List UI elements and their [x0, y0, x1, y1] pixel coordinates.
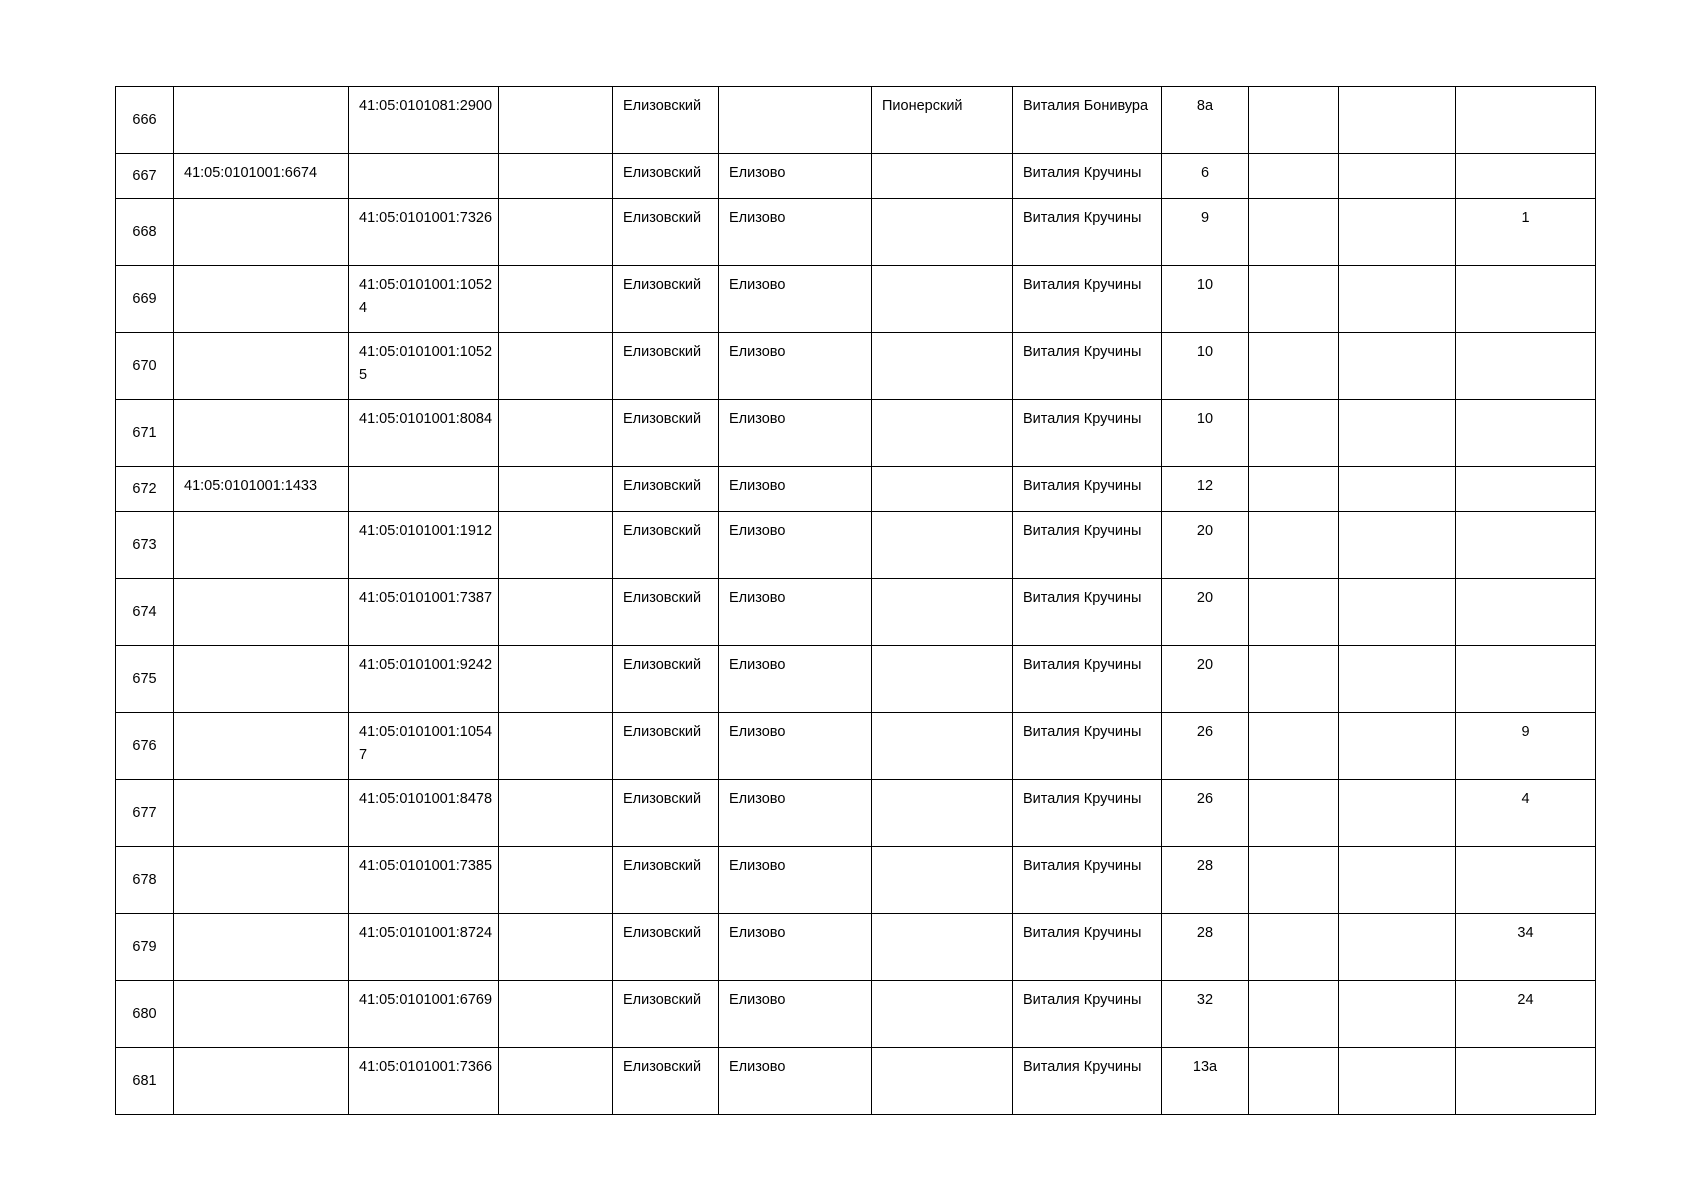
blank-cell: [1339, 713, 1456, 780]
district-cell: Елизовский: [613, 512, 719, 579]
row-number-cell: 667: [116, 154, 174, 199]
apartment-number-cell: 9: [1456, 713, 1596, 780]
table-row: [116, 981, 1596, 1048]
object-cadastral-number-cell: 41:05:0101001:8478: [349, 780, 499, 847]
object-cadastral-number-cell: 41:05:0101001:10524: [349, 266, 499, 333]
district-cell: Елизовский: [613, 646, 719, 713]
registry-table: [115, 86, 1596, 1115]
district-cell: Елизовский: [613, 467, 719, 512]
house-number-cell: 26: [1162, 713, 1249, 780]
table-body: [116, 87, 1596, 1115]
object-cadastral-number-cell: 41:05:0101001:7326: [349, 199, 499, 266]
district-cell: Елизовский: [613, 713, 719, 780]
blank-cell: [1339, 87, 1456, 154]
blank-cell: [1339, 512, 1456, 579]
table-row: [116, 579, 1596, 646]
object-cadastral-number-cell: 41:05:0101001:10525: [349, 333, 499, 400]
blank-cell: [1339, 333, 1456, 400]
parent-cadastral-number-cell: [174, 914, 349, 981]
blank-cell: [1339, 266, 1456, 333]
row-number-cell: 680: [116, 981, 174, 1048]
settlement-cell: [872, 646, 1013, 713]
row-number-cell: 676: [116, 713, 174, 780]
parent-cadastral-number-cell: [174, 266, 349, 333]
settlement-cell: [872, 780, 1013, 847]
district-cell: Елизовский: [613, 333, 719, 400]
row-number-cell: 681: [116, 1048, 174, 1115]
apartment-number-cell: 24: [1456, 981, 1596, 1048]
blank-cell: [499, 512, 613, 579]
settlement-cell: [872, 467, 1013, 512]
parent-cadastral-number-cell: [174, 512, 349, 579]
table-row: [116, 87, 1596, 154]
blank-cell: [499, 87, 613, 154]
blank-cell: [1339, 981, 1456, 1048]
blank-cell: [1339, 780, 1456, 847]
blank-cell: [499, 981, 613, 1048]
street-cell: Виталия Кручины: [1013, 467, 1162, 512]
settlement-cell: [872, 400, 1013, 467]
district-cell: Елизовский: [613, 199, 719, 266]
settlement-cell: [872, 266, 1013, 333]
city-cell: Елизово: [719, 1048, 872, 1115]
table-row: [116, 847, 1596, 914]
row-number-cell: 678: [116, 847, 174, 914]
street-cell: Виталия Кручины: [1013, 154, 1162, 199]
street-cell: Виталия Кручины: [1013, 713, 1162, 780]
district-cell: Елизовский: [613, 981, 719, 1048]
district-cell: Елизовский: [613, 1048, 719, 1115]
table-row: [116, 333, 1596, 400]
blank-cell: [1249, 467, 1339, 512]
apartment-number-cell: [1456, 847, 1596, 914]
blank-cell: [499, 713, 613, 780]
table-row: [116, 154, 1596, 199]
row-number-cell: 679: [116, 914, 174, 981]
house-number-cell: 28: [1162, 914, 1249, 981]
parent-cadastral-number-cell: [174, 87, 349, 154]
blank-cell: [1249, 87, 1339, 154]
house-number-cell: 28: [1162, 847, 1249, 914]
house-number-cell: 6: [1162, 154, 1249, 199]
city-cell: Елизово: [719, 154, 872, 199]
blank-cell: [1249, 333, 1339, 400]
row-number-cell: 671: [116, 400, 174, 467]
blank-cell: [1249, 154, 1339, 199]
table-row: [116, 780, 1596, 847]
table-row: [116, 467, 1596, 512]
district-cell: Елизовский: [613, 400, 719, 467]
district-cell: Елизовский: [613, 87, 719, 154]
blank-cell: [1339, 579, 1456, 646]
row-number-cell: 672: [116, 467, 174, 512]
blank-cell: [1249, 512, 1339, 579]
parent-cadastral-number-cell: [174, 981, 349, 1048]
blank-cell: [1339, 467, 1456, 512]
house-number-cell: 20: [1162, 646, 1249, 713]
table-row: [116, 713, 1596, 780]
apartment-number-cell: [1456, 154, 1596, 199]
settlement-cell: [872, 1048, 1013, 1115]
city-cell: Елизово: [719, 512, 872, 579]
row-number-cell: 670: [116, 333, 174, 400]
table-row: [116, 914, 1596, 981]
table-row: [116, 512, 1596, 579]
blank-cell: [499, 266, 613, 333]
parent-cadastral-number-cell: [174, 579, 349, 646]
blank-cell: [1339, 847, 1456, 914]
blank-cell: [1339, 199, 1456, 266]
apartment-number-cell: 1: [1456, 199, 1596, 266]
apartment-number-cell: [1456, 1048, 1596, 1115]
city-cell: Елизово: [719, 467, 872, 512]
blank-cell: [1249, 914, 1339, 981]
district-cell: Елизовский: [613, 154, 719, 199]
object-cadastral-number-cell: [349, 467, 499, 512]
apartment-number-cell: [1456, 400, 1596, 467]
city-cell: Елизово: [719, 981, 872, 1048]
object-cadastral-number-cell: 41:05:0101001:7387: [349, 579, 499, 646]
row-number-cell: 669: [116, 266, 174, 333]
apartment-number-cell: [1456, 512, 1596, 579]
street-cell: Виталия Кручины: [1013, 914, 1162, 981]
parent-cadastral-number-cell: [174, 333, 349, 400]
blank-cell: [499, 154, 613, 199]
house-number-cell: 20: [1162, 579, 1249, 646]
blank-cell: [499, 400, 613, 467]
row-number-cell: 666: [116, 87, 174, 154]
blank-cell: [1249, 1048, 1339, 1115]
settlement-cell: [872, 512, 1013, 579]
city-cell: Елизово: [719, 713, 872, 780]
blank-cell: [499, 646, 613, 713]
street-cell: Виталия Кручины: [1013, 780, 1162, 847]
apartment-number-cell: [1456, 266, 1596, 333]
parent-cadastral-number-cell: [174, 713, 349, 780]
blank-cell: [1249, 981, 1339, 1048]
apartment-number-cell: [1456, 333, 1596, 400]
street-cell: Виталия Кручины: [1013, 333, 1162, 400]
city-cell: Елизово: [719, 333, 872, 400]
house-number-cell: 12: [1162, 467, 1249, 512]
blank-cell: [499, 199, 613, 266]
house-number-cell: 10: [1162, 400, 1249, 467]
parent-cadastral-number-cell: [174, 199, 349, 266]
district-cell: Елизовский: [613, 914, 719, 981]
apartment-number-cell: 4: [1456, 780, 1596, 847]
row-number-cell: 674: [116, 579, 174, 646]
table-row: [116, 400, 1596, 467]
blank-cell: [1249, 847, 1339, 914]
street-cell: Виталия Кручины: [1013, 1048, 1162, 1115]
object-cadastral-number-cell: 41:05:0101001:1912: [349, 512, 499, 579]
city-cell: Елизово: [719, 847, 872, 914]
parent-cadastral-number-cell: 41:05:0101001:6674: [174, 154, 349, 199]
blank-cell: [499, 579, 613, 646]
blank-cell: [1339, 400, 1456, 467]
object-cadastral-number-cell: 41:05:0101001:6769: [349, 981, 499, 1048]
house-number-cell: 13а: [1162, 1048, 1249, 1115]
settlement-cell: [872, 333, 1013, 400]
street-cell: Виталия Кручины: [1013, 512, 1162, 579]
district-cell: Елизовский: [613, 847, 719, 914]
street-cell: Виталия Кручины: [1013, 400, 1162, 467]
city-cell: Елизово: [719, 400, 872, 467]
apartment-number-cell: [1456, 579, 1596, 646]
settlement-cell: [872, 713, 1013, 780]
object-cadastral-number-cell: 41:05:0101081:2900: [349, 87, 499, 154]
settlement-cell: [872, 914, 1013, 981]
apartment-number-cell: [1456, 646, 1596, 713]
apartment-number-cell: [1456, 467, 1596, 512]
row-number-cell: 675: [116, 646, 174, 713]
blank-cell: [499, 847, 613, 914]
row-number-cell: 677: [116, 780, 174, 847]
object-cadastral-number-cell: 41:05:0101001:10547: [349, 713, 499, 780]
blank-cell: [1249, 579, 1339, 646]
street-cell: Виталия Кручины: [1013, 266, 1162, 333]
house-number-cell: 9: [1162, 199, 1249, 266]
street-cell: Виталия Кручины: [1013, 847, 1162, 914]
object-cadastral-number-cell: 41:05:0101001:8084: [349, 400, 499, 467]
district-cell: Елизовский: [613, 266, 719, 333]
table-row: [116, 1048, 1596, 1115]
apartment-number-cell: [1456, 87, 1596, 154]
blank-cell: [499, 914, 613, 981]
blank-cell: [499, 467, 613, 512]
street-cell: Виталия Бонивура: [1013, 87, 1162, 154]
district-cell: Елизовский: [613, 780, 719, 847]
table-row: [116, 199, 1596, 266]
city-cell: Елизово: [719, 579, 872, 646]
settlement-cell: [872, 579, 1013, 646]
blank-cell: [1339, 914, 1456, 981]
settlement-cell: [872, 981, 1013, 1048]
city-cell: Елизово: [719, 199, 872, 266]
apartment-number-cell: 34: [1456, 914, 1596, 981]
blank-cell: [1249, 780, 1339, 847]
street-cell: Виталия Кручины: [1013, 981, 1162, 1048]
house-number-cell: 26: [1162, 780, 1249, 847]
settlement-cell: [872, 847, 1013, 914]
house-number-cell: 20: [1162, 512, 1249, 579]
parent-cadastral-number-cell: [174, 400, 349, 467]
object-cadastral-number-cell: [349, 154, 499, 199]
city-cell: Елизово: [719, 646, 872, 713]
blank-cell: [1249, 199, 1339, 266]
settlement-cell: [872, 154, 1013, 199]
blank-cell: [499, 780, 613, 847]
blank-cell: [499, 333, 613, 400]
object-cadastral-number-cell: 41:05:0101001:7366: [349, 1048, 499, 1115]
city-cell: Елизово: [719, 914, 872, 981]
parent-cadastral-number-cell: [174, 1048, 349, 1115]
settlement-cell: Пионерский: [872, 87, 1013, 154]
blank-cell: [1249, 266, 1339, 333]
city-cell: Елизово: [719, 780, 872, 847]
blank-cell: [1339, 1048, 1456, 1115]
row-number-cell: 668: [116, 199, 174, 266]
settlement-cell: [872, 199, 1013, 266]
parent-cadastral-number-cell: [174, 847, 349, 914]
house-number-cell: 10: [1162, 266, 1249, 333]
blank-cell: [1339, 646, 1456, 713]
blank-cell: [1339, 154, 1456, 199]
house-number-cell: 32: [1162, 981, 1249, 1048]
district-cell: Елизовский: [613, 579, 719, 646]
table-row: [116, 266, 1596, 333]
parent-cadastral-number-cell: [174, 646, 349, 713]
object-cadastral-number-cell: 41:05:0101001:9242: [349, 646, 499, 713]
street-cell: Виталия Кручины: [1013, 199, 1162, 266]
city-cell: Елизово: [719, 266, 872, 333]
street-cell: Виталия Кручины: [1013, 646, 1162, 713]
object-cadastral-number-cell: 41:05:0101001:8724: [349, 914, 499, 981]
blank-cell: [1249, 646, 1339, 713]
house-number-cell: 8а: [1162, 87, 1249, 154]
blank-cell: [1249, 713, 1339, 780]
city-cell: [719, 87, 872, 154]
object-cadastral-number-cell: 41:05:0101001:7385: [349, 847, 499, 914]
table-row: [116, 646, 1596, 713]
parent-cadastral-number-cell: [174, 780, 349, 847]
blank-cell: [1249, 400, 1339, 467]
street-cell: Виталия Кручины: [1013, 579, 1162, 646]
row-number-cell: 673: [116, 512, 174, 579]
blank-cell: [499, 1048, 613, 1115]
house-number-cell: 10: [1162, 333, 1249, 400]
parent-cadastral-number-cell: 41:05:0101001:1433: [174, 467, 349, 512]
